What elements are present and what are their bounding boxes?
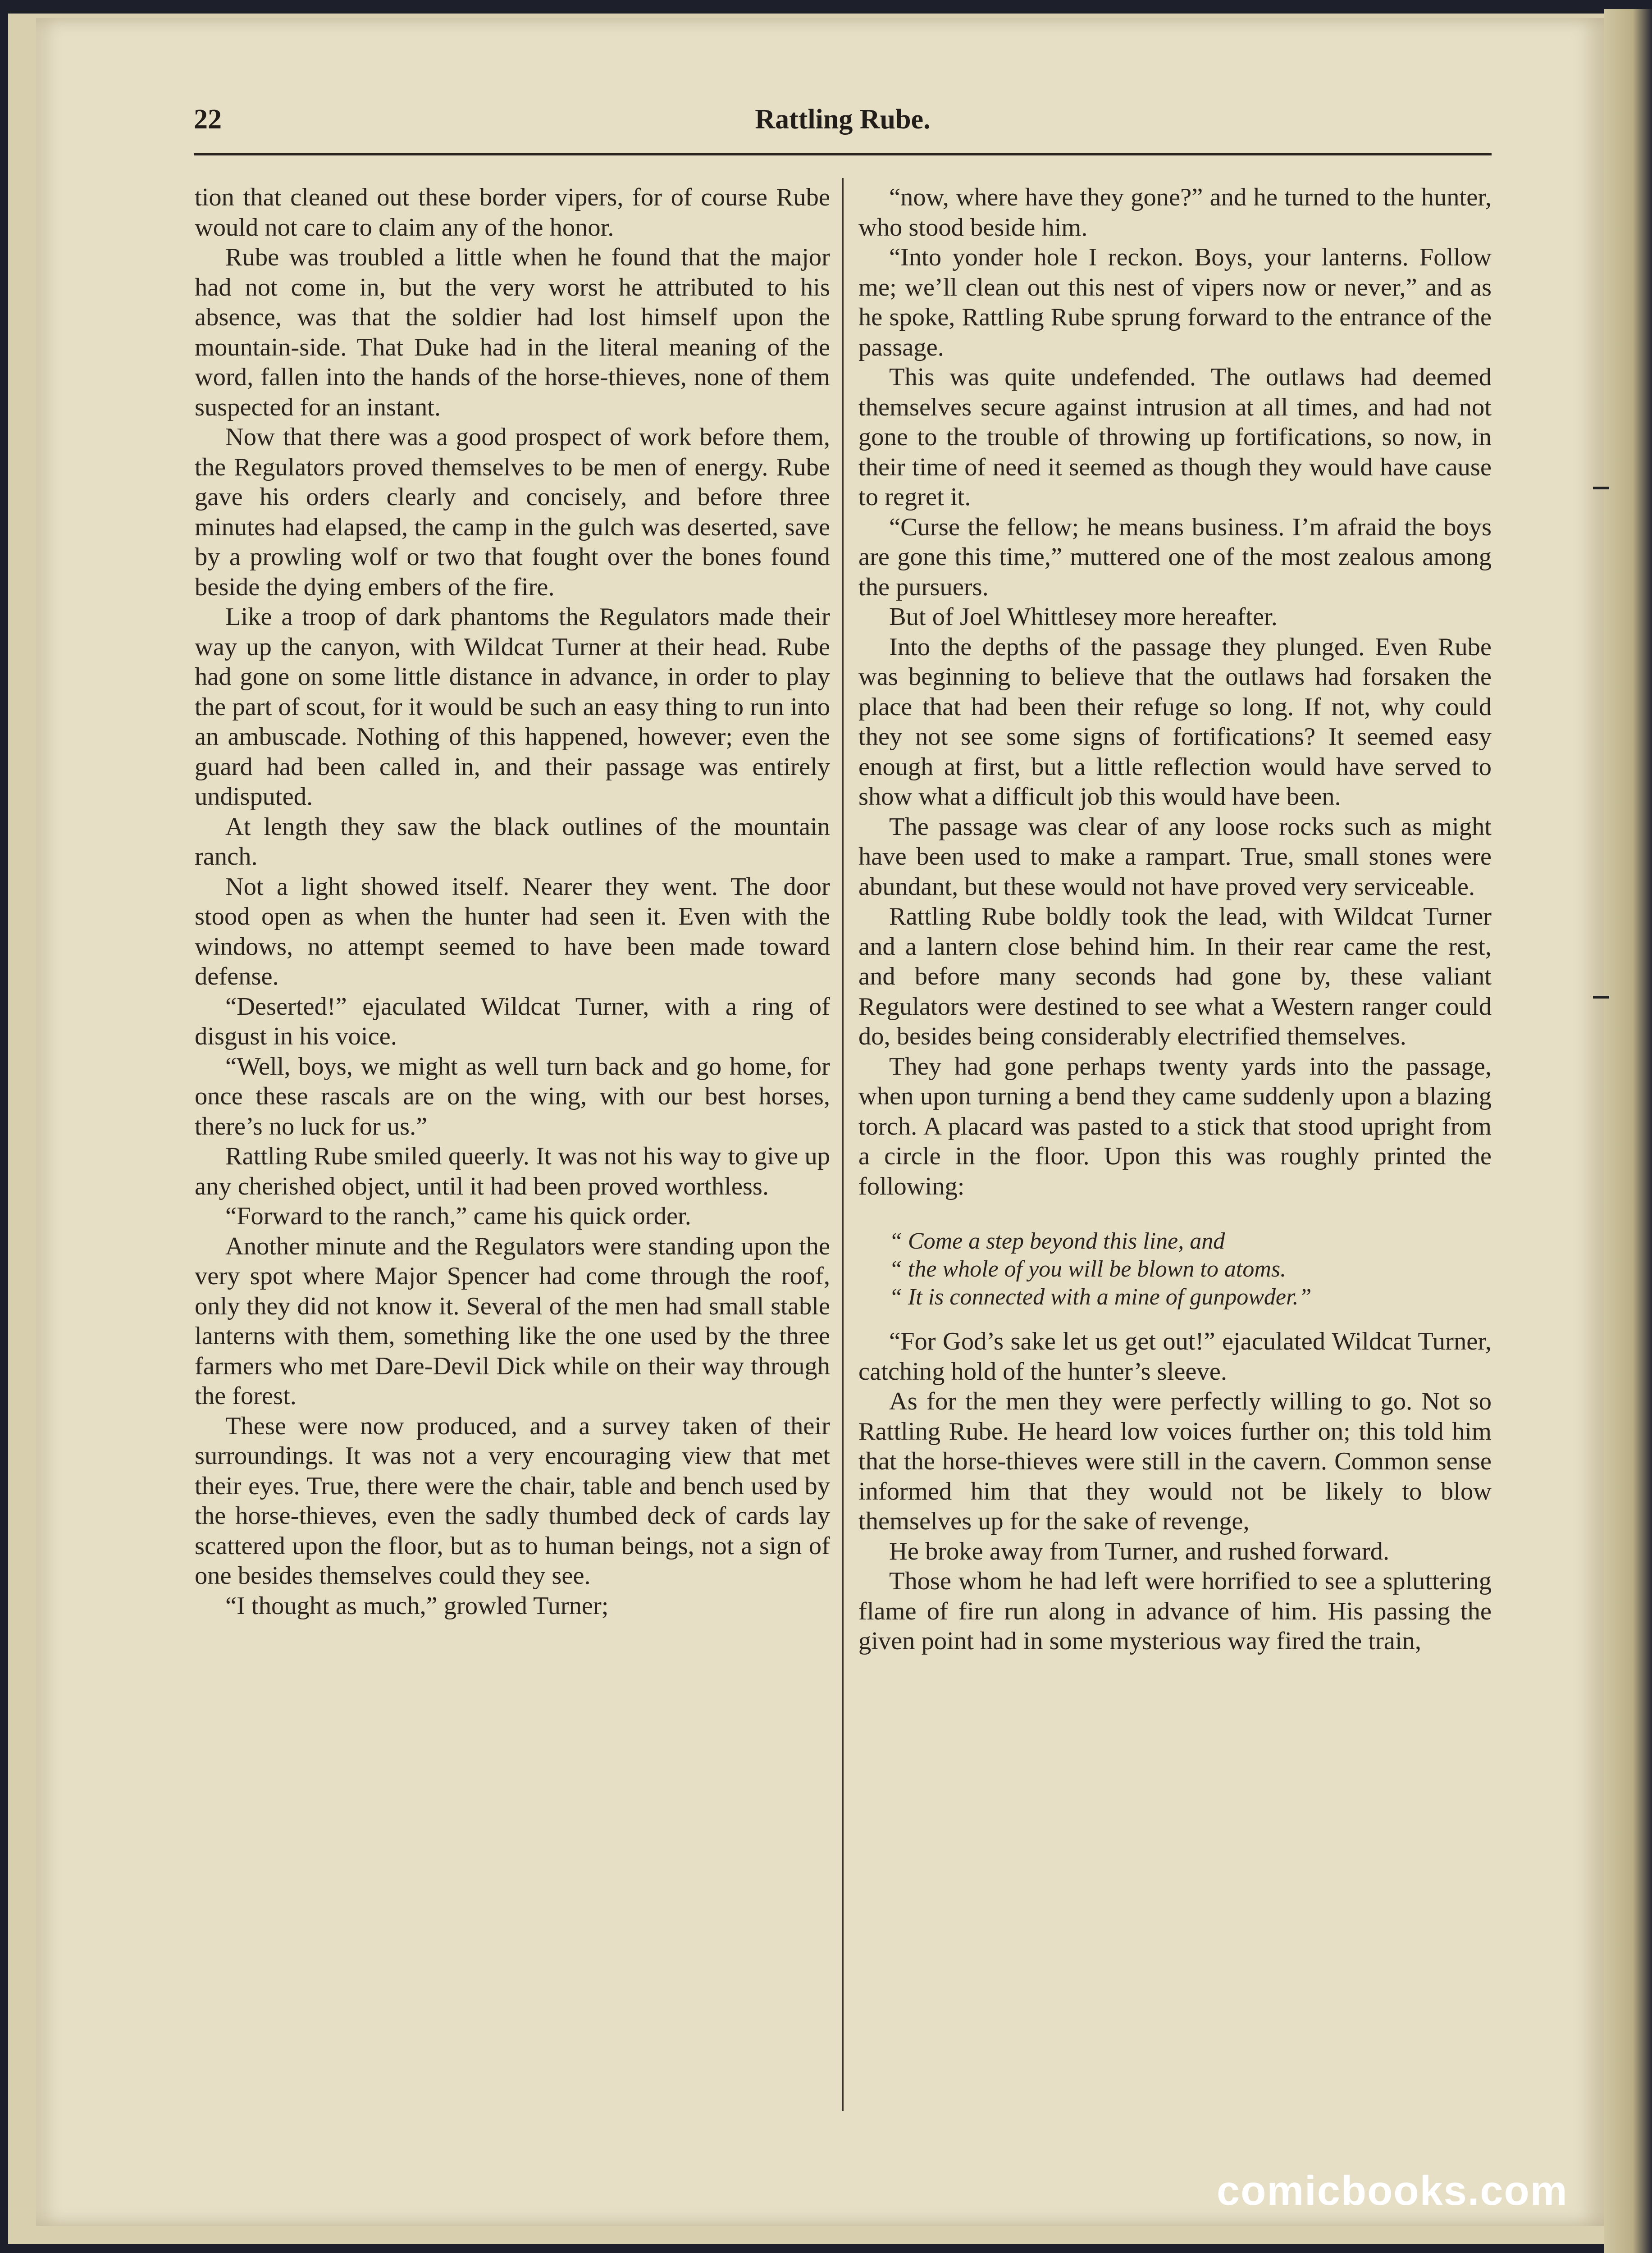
watermark: comicbooks.com — [1217, 2168, 1568, 2214]
paragraph: “Curse the fellow; he means business. I’m afraid the boys are gone this time,” muttered one of the most zealous among the pursuers. — [858, 513, 1492, 601]
paragraph: They had gone perhaps twenty yards into the passage, when upon turning a bend they came suddenly upon a blazing torch. A placard was pasted to a stick that stood upright from a circle in the floor. Upon this was roughly printed the following: — [858, 1052, 1492, 1200]
paragraph: He broke away from Turner, and rushed forward. — [889, 1537, 1390, 1565]
paragraph: The passage was clear of any loose rocks such as might have been used to make a rampart. True, small stones were abundant, but these would not have proved very serviceable. — [858, 812, 1492, 901]
edge-mark — [1593, 996, 1609, 999]
column-divider — [842, 178, 844, 2111]
page-number: 22 — [194, 104, 222, 135]
notice-line: “ It is connected with a mine of gunpowder.” — [889, 1284, 1312, 1310]
running-title: Rattling Rube. — [755, 104, 931, 135]
paragraph: Not a light showed itself. Nearer they went. The door stood open as when the hunter had seen it. Even with the windows, no attempt seemed to have been made toward defense. — [195, 872, 830, 990]
paragraph: Into the depths of the passage they plunged. Even Rube was beginning to believe that the outlaws had forsaken the place that had been their refuge so long. If not, why could they not see some signs of fortifications? It seemed easy enough at first, but a little reflection would have served to show what a difficult job this would have been. — [858, 633, 1492, 811]
placard-notice — [889, 1227, 1492, 1311]
paragraph: “Into yonder hole I reckon. Boys, your lanterns. Follow me; we’ll clean out this nest of vipers now or never,” and as he spoke, Rattling Rube sprung forward to the entrance of the passage. — [858, 243, 1492, 361]
paragraph: Rattling Rube boldly took the lead, with Wildcat Turner and a lantern close behind him. In their rear came the rest, and before many seconds had gone by, these valiant Regulators were destined to see what a Western ranger could do, besides being considerably electrified themselves. — [858, 903, 1492, 1050]
paragraph: But of Joel Whittlesey more hereafter. — [889, 603, 1278, 631]
paragraph: As for the men they were perfectly willing to go. Not so Rattling Rube. He heard low voices further on; this told him that the horse-thieves were still in the cavern. Common sense informed him that they would not be likely to blow themselves up for the sake of revenge, — [858, 1387, 1492, 1535]
paragraph: Now that there was a good prospect of work before them, the Regulators proved themselves to be men of energy. Rube gave his orders clearly and concisely, and before three minutes had elapsed, the camp in the gulch was deserted, save by a prowling wolf or two that fought over the bones found beside the dying embers of the fire. — [195, 423, 830, 601]
paragraph: “now, where have they gone?” and he turned to the hunter, who stood beside him. — [858, 183, 1492, 242]
paragraph: Like a troop of dark phantoms the Regulators made their way up the canyon, with Wildcat Turner at their head. Rube had gone on some little distance in advance, in order to play the part of scout, for it would be such an easy thing to run into an ambuscade. Nothing of this happened, however; even the guard had been called in, and their passage was entirely undisputed. — [195, 603, 830, 811]
paragraph: This was quite undefended. The outlaws had deemed themselves secure against intrusion at all times, and had not gone to the trouble of throwing up fortifications, so now, in their time of need it seemed as though they would have cause to regret it. — [858, 363, 1492, 511]
right-column — [858, 182, 1492, 1656]
notice-line: “ the whole of you will be blown to atoms. — [889, 1256, 1287, 1282]
paragraph: Those whom he had left were horrified to see a spluttering flame of fire run along in advance of him. His passing the given point had in some mysterious way fired the train, — [858, 1567, 1492, 1655]
paragraph: Rube was troubled a little when he found that the major had not come in, but the very worst he attributed to his absence, was that the soldier had lost himself upon the mountain-side. That Duke had in the literal meaning of the word, fallen into the hands of the horse-thieves, none of them suspected for an instant. — [195, 243, 830, 421]
page-header — [194, 104, 1492, 155]
paragraph: “Forward to the ranch,” came his quick order. — [225, 1202, 691, 1230]
paragraph: Rattling Rube smiled queerly. It was not his way to give up any cherished object, until it had been proved worthless. — [195, 1142, 830, 1200]
paragraph: These were now produced, and a survey taken of their surroundings. It was not a very encouraging view that met their eyes. True, there were the chair, table and bench used by the horse-thieves, even the sadly thumbed deck of cards lay scattered upon the floor, but as to human beings, not a sign of one besides themselves could they see. — [195, 1412, 830, 1590]
paragraph: “For God’s sake let us get out!” ejaculated Wildcat Turner, catching hold of the hunter’s sleeve. — [858, 1327, 1492, 1386]
binding-edge — [1604, 9, 1652, 2253]
paragraph: tion that cleaned out these border vipers, for of course Rube would not care to claim any of the honor. — [195, 183, 830, 242]
paragraph: At length they saw the black outlines of the mountain ranch. — [195, 812, 830, 871]
notice-line: “ Come a step beyond this line, and — [889, 1228, 1225, 1254]
paragraph: “I thought as much,” growled Turner; — [225, 1592, 609, 1620]
paragraph: “Deserted!” ejaculated Wildcat Turner, with a ring of disgust in his voice. — [195, 992, 830, 1050]
left-column — [195, 182, 830, 1621]
edge-mark — [1593, 487, 1609, 489]
paragraph: Another minute and the Regulators were standing upon the very spot where Major Spencer had come through the roof, only they did not know it. Several of the men had small stable lanterns with them, something like the one used by the three farmers who met Dare-Devil Dick while on their way through the forest. — [195, 1232, 830, 1410]
paragraph: “Well, boys, we might as well turn back and go home, for once these rascals are on the wing, with our best horses, there’s no luck for us.” — [195, 1052, 830, 1140]
